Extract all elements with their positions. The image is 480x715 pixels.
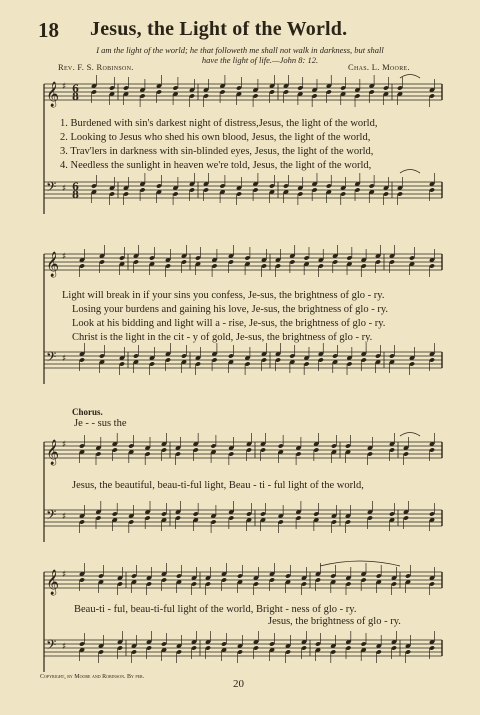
chorus-line-2: Beau-ti - ful, beau-ti-ful light of the world, Bright - ness of glo - ry. [74, 604, 357, 615]
time-signature: 6 [72, 182, 79, 193]
bass-clef-icon: 𝄢 [46, 349, 57, 368]
time-signature: 6 [72, 84, 79, 95]
tie-icon [320, 561, 400, 566]
hymn-title: Jesus, the Light of the World. [90, 18, 348, 40]
epigraph-line-2: have the light of life.—John 8: 12. [201, 55, 319, 65]
verse-1-ending: Light will break in if your sins you confess, Je-sus, the brightness of glo - ry. [62, 290, 385, 301]
chorus-line-2-response: Jesus, the brightness of glo - ry. [268, 616, 401, 627]
time-signature: 8 [72, 190, 79, 201]
treble-clef-icon: 𝄞 [46, 82, 60, 107]
treble-clef-icon: 𝄞 [46, 440, 60, 465]
verse-4-ending: Christ is the light in the cit - y of gold, Je-sus, the brightness of glo - ry. [72, 332, 373, 343]
time-signature: 8 [72, 92, 79, 103]
sharp-icon: ♯ [62, 642, 67, 652]
author-credit: Rev. F. S. Robinson. [58, 62, 134, 72]
fermata-icon [400, 170, 420, 174]
page-number: 20 [233, 678, 244, 690]
sharp-icon: ♯ [62, 354, 67, 364]
bass-clef-icon: 𝄢 [46, 179, 57, 198]
chorus-label: Chorus. [72, 407, 103, 417]
verse-3-line: 3. Trav'lers in darkness with sin-blinded eyes, Jesus, the light of the world, [60, 146, 374, 157]
sharp-icon: ♯ [62, 570, 67, 580]
bass-clef-icon: 𝄢 [46, 637, 57, 656]
sharp-icon: ♯ [62, 512, 67, 522]
epigraph-line-1: I am the light of the world; he that followeth me shall not walk in darkness, but shall [96, 45, 384, 55]
sharp-icon: ♯ [62, 440, 67, 450]
treble-clef-icon: 𝄞 [46, 570, 60, 595]
hymn-number: 18 [38, 18, 59, 42]
sharp-icon: ♯ [62, 82, 67, 92]
verse-2-ending: Losing your burdens and gaining his love, Je-sus, the brightness of glo - ry. [72, 304, 389, 315]
chorus-bass-cue: Je - - sus the [74, 418, 127, 429]
verse-2-line: 2. Looking to Jesus who shed his own blood, Jesus, the light of the world, [60, 132, 371, 143]
verse-1-line: 1. Burdened with sin's darkest night of distress,Jesus, the light of the world, [60, 118, 378, 129]
treble-clef-icon: 𝄞 [46, 252, 60, 277]
verse-4-line: 4. Needless the sunlight in heaven we're told, Jesus, the light of the world, [60, 160, 372, 171]
verse-3-ending: Look at his bidding and light will a - rise, Je-sus, the brightness of glo - ry. [72, 318, 386, 329]
composer-credit: Chas. L. Moore. [348, 62, 410, 72]
sharp-icon: ♯ [62, 184, 67, 194]
fermata-icon [400, 75, 420, 79]
copyright-notice: Copyright, by Moore and Robinson. By per. [40, 674, 145, 680]
sharp-icon: ♯ [62, 252, 67, 262]
fermata-icon [400, 433, 420, 437]
chorus-line-1: Jesus, the beautiful, beau-ti-ful light, Beau - ti - ful light of the world, [72, 480, 364, 491]
bass-clef-icon: 𝄢 [46, 507, 57, 526]
